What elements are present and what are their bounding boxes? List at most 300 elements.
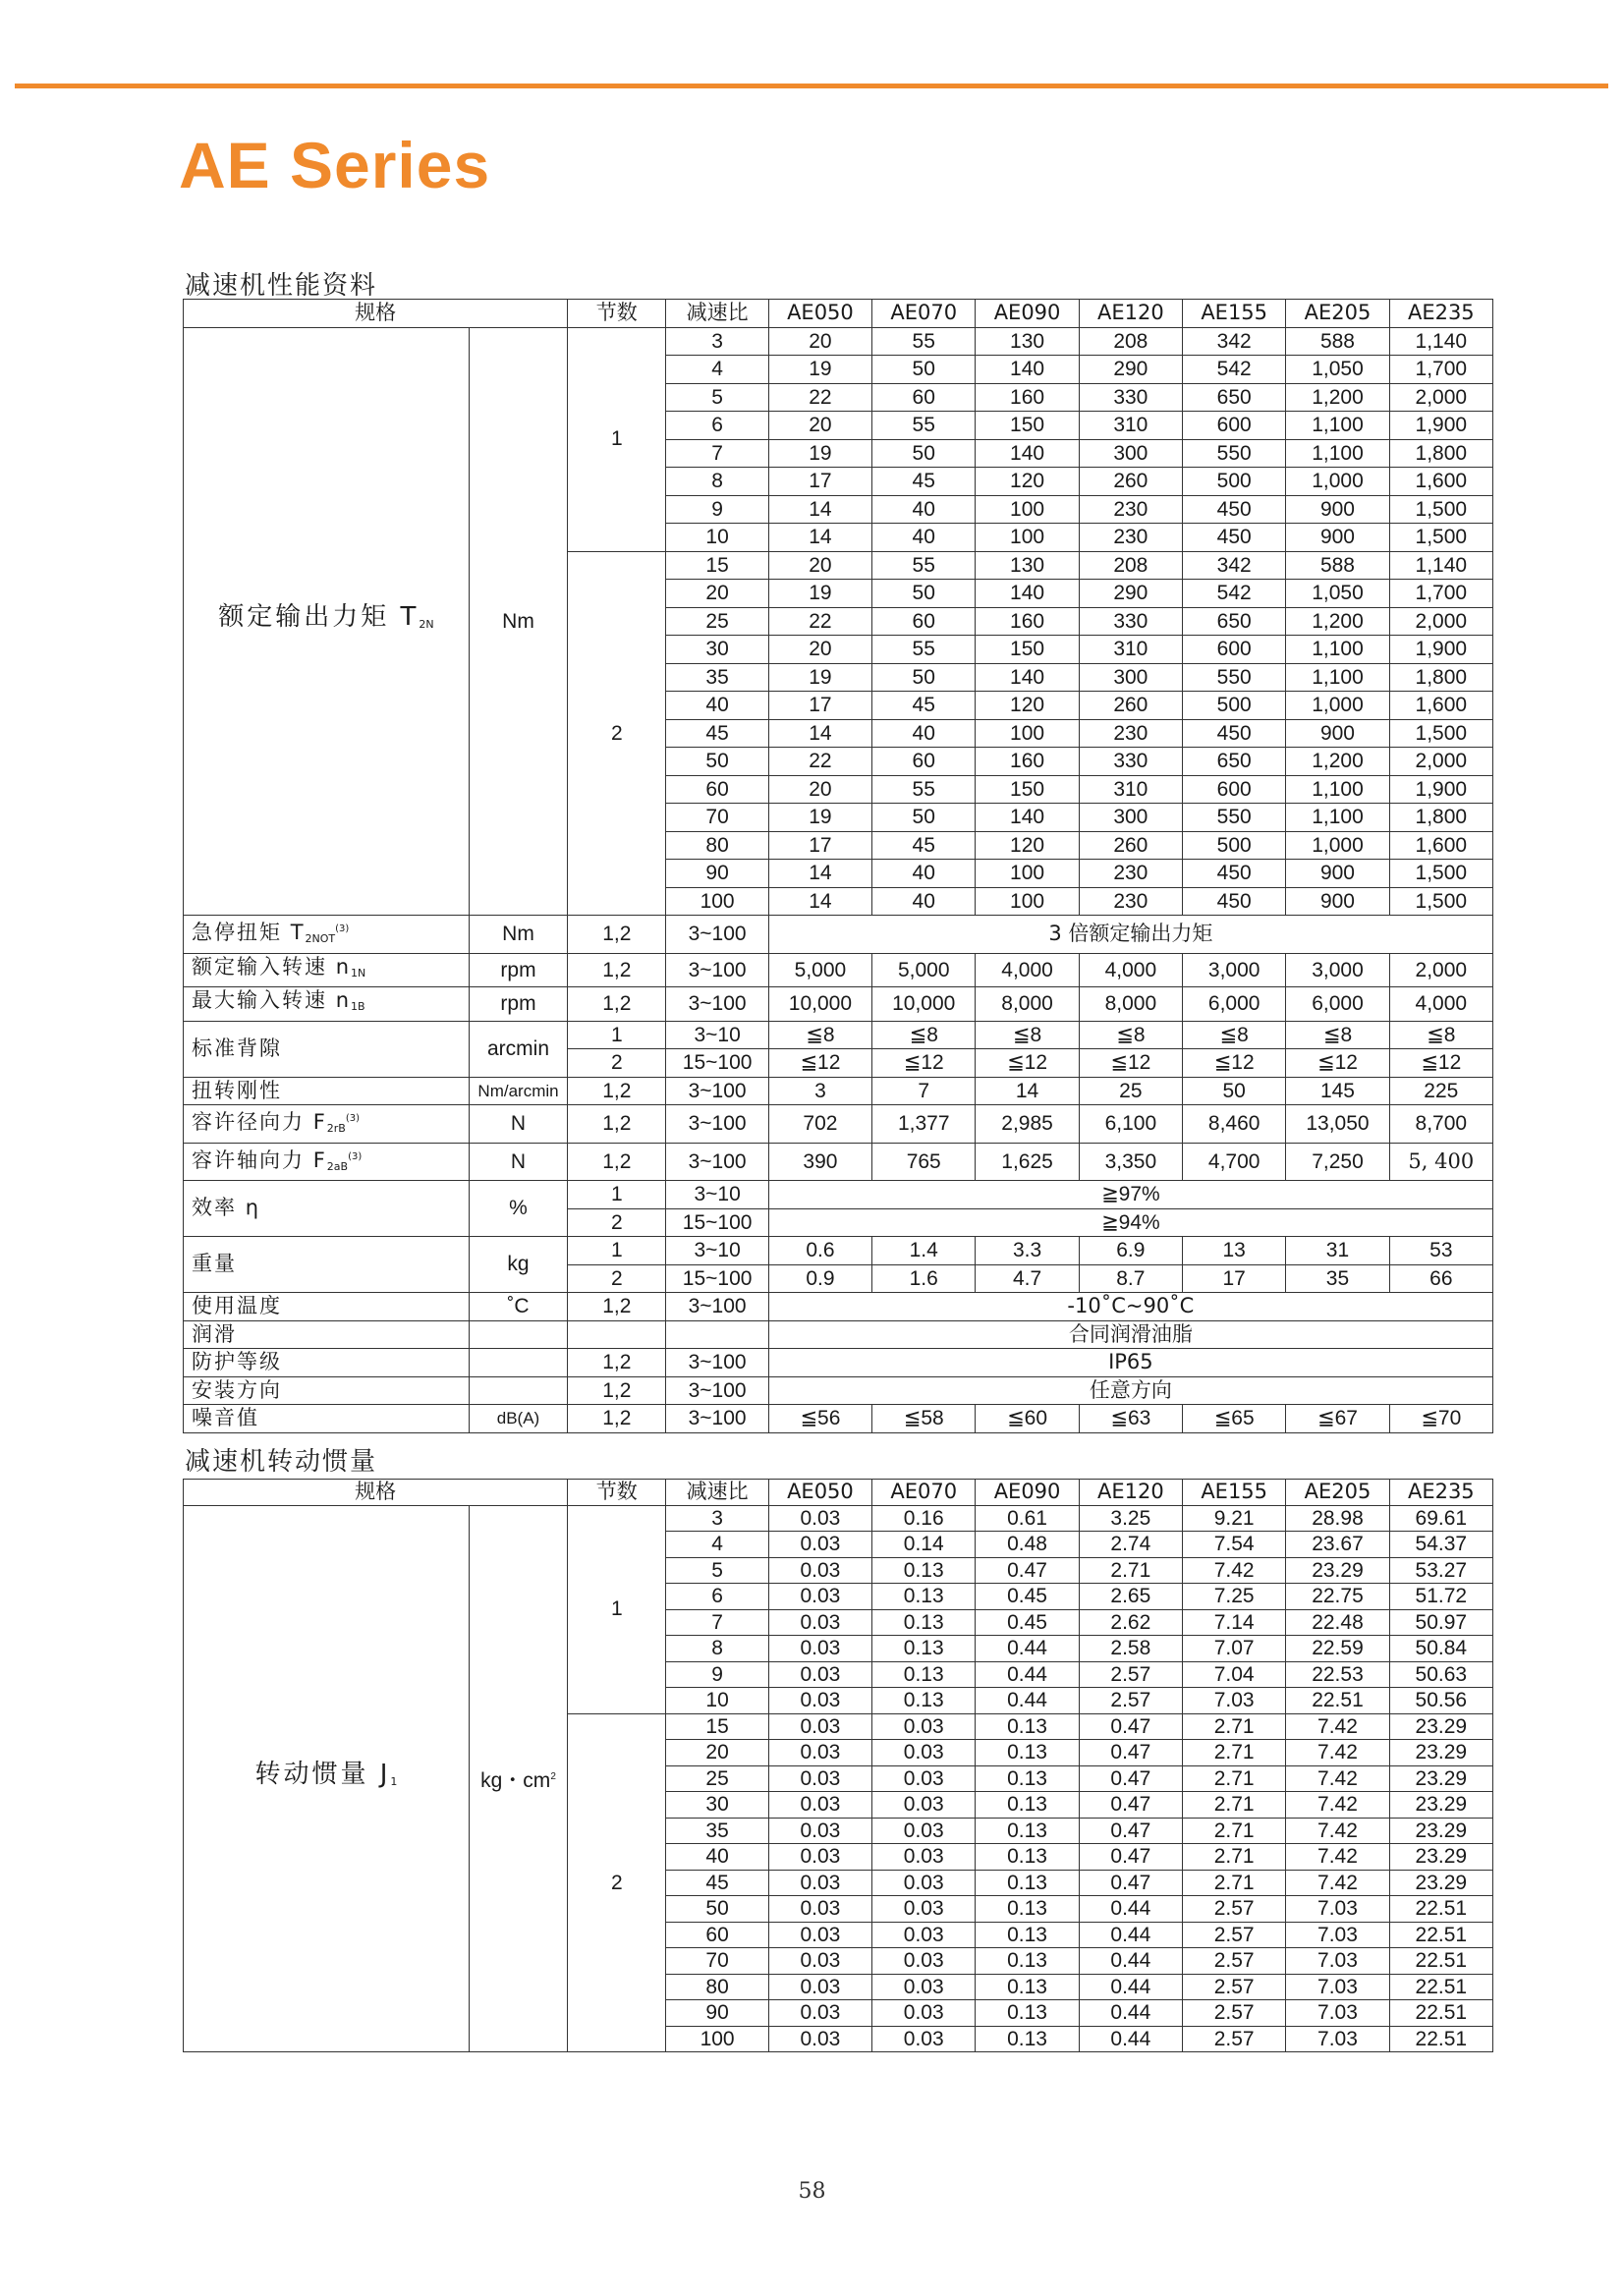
superscript-text: 2 (550, 1770, 556, 1782)
value-cell: 8,460 (1183, 1105, 1286, 1144)
row-label: 安装方向 (192, 1377, 282, 1402)
value-cell: 588 (1286, 327, 1389, 356)
value-cell: 22.51 (1389, 1922, 1492, 1948)
stage-cell: 1,2 (568, 1143, 666, 1181)
ratio-cell: 15~100 (666, 1264, 768, 1293)
value-cell: 1,140 (1389, 327, 1492, 356)
ratio-cell: 60 (666, 775, 768, 804)
performance-table (183, 299, 1493, 1433)
value-cell: 0.03 (872, 1974, 976, 2000)
ratio-cell: 8 (666, 1636, 768, 1662)
value-cell: 45 (872, 831, 976, 860)
row-label-cell (184, 916, 470, 954)
value-cell: 550 (1183, 439, 1286, 468)
value-cell: 9.21 (1183, 1505, 1286, 1532)
value-cell: 2.57 (1183, 1974, 1286, 2000)
value-cell: 0.13 (976, 1818, 1079, 1844)
value-cell: 100 (976, 495, 1079, 524)
value-cell: 20 (768, 412, 871, 440)
ratio-cell: 4 (666, 1532, 768, 1558)
value-cell: 0.03 (872, 1740, 976, 1766)
ratio-cell: 8 (666, 468, 768, 496)
header-ae155: AE155 (1183, 300, 1286, 328)
header-ae205: AE205 (1286, 1480, 1389, 1506)
value-cell: 0.47 (1079, 1713, 1182, 1740)
ratio-cell: 6 (666, 412, 768, 440)
value-cell: 342 (1183, 327, 1286, 356)
value-cell: 14 (768, 860, 871, 888)
ratio-cell: 45 (666, 719, 768, 748)
value-cell: 22.75 (1286, 1584, 1389, 1610)
subscript-text: 1B (351, 1000, 365, 1013)
value-cell: 900 (1286, 524, 1389, 552)
value-cell: 0.44 (1079, 2000, 1182, 2027)
value-cell: 0.61 (976, 1505, 1079, 1532)
value-cell: 7.07 (1183, 1636, 1286, 1662)
value-cell: 0.13 (976, 1713, 1079, 1740)
value-cell: 1,500 (1389, 860, 1492, 888)
superscript-text: (3) (335, 924, 350, 934)
merged-value-cell: ≧94% (768, 1208, 1492, 1237)
merged-value-cell: ≧97% (768, 1181, 1492, 1209)
value-cell: 0.03 (872, 2026, 976, 2052)
value-cell: 0.03 (768, 1609, 871, 1636)
value-cell: 2.71 (1183, 1740, 1286, 1766)
value-cell: 0.03 (768, 1818, 871, 1844)
value-cell: 55 (872, 412, 976, 440)
value-cell: 120 (976, 692, 1079, 720)
header-spec: 规格 (184, 1480, 568, 1506)
stage-cell: 1 (568, 327, 666, 551)
value-cell: ≦12 (768, 1049, 871, 1078)
value-cell: 50 (872, 439, 976, 468)
value-cell: 8.7 (1079, 1264, 1182, 1293)
value-cell: 0.45 (976, 1609, 1079, 1636)
ratio-cell: 15 (666, 1713, 768, 1740)
value-cell: 17 (768, 468, 871, 496)
value-cell: 0.47 (1079, 1740, 1182, 1766)
value-cell: 45 (872, 692, 976, 720)
ratio-cell: 7 (666, 1609, 768, 1636)
value-cell: 5,000 (768, 953, 871, 987)
value-cell: 20 (768, 551, 871, 580)
value-cell: 3.25 (1079, 1505, 1182, 1532)
value-cell: 0.47 (1079, 1870, 1182, 1896)
value-cell: 20 (768, 636, 871, 664)
merged-value-cell: 任意方向 (768, 1376, 1492, 1405)
header-ratio: 减速比 (666, 1480, 768, 1506)
unit-text: kg・cm (480, 1768, 551, 1792)
value-cell: 0.03 (768, 1948, 871, 1975)
value-cell: 310 (1079, 636, 1182, 664)
value-cell: 7.42 (1286, 1713, 1389, 1740)
ratio-cell: 4 (666, 356, 768, 384)
value-cell: 3,350 (1079, 1143, 1182, 1181)
value-cell: 1,100 (1286, 775, 1389, 804)
value-cell: 600 (1183, 412, 1286, 440)
value-cell: 542 (1183, 356, 1286, 384)
stage-cell: 1,2 (568, 1349, 666, 1377)
value-cell: 260 (1079, 831, 1182, 860)
ratio-cell: 20 (666, 1740, 768, 1766)
value-cell: 208 (1079, 327, 1182, 356)
torque-label: 额定输出力矩 (218, 602, 390, 632)
stage-cell: 1,2 (568, 1077, 666, 1105)
value-cell: 22 (768, 748, 871, 776)
value-cell: 2.57 (1183, 2000, 1286, 2027)
unit-cell: arcmin (469, 1021, 567, 1077)
ratio-cell: 50 (666, 1896, 768, 1923)
value-cell: 0.16 (872, 1505, 976, 1532)
ratio-cell: 3~100 (666, 1105, 768, 1144)
value-cell: 22 (768, 607, 871, 636)
row-label: 容许径向力 (192, 1110, 305, 1134)
value-cell: 290 (1079, 356, 1182, 384)
ratio-cell: 6 (666, 1584, 768, 1610)
value-cell: 0.47 (1079, 1818, 1182, 1844)
ratio-cell: 100 (666, 2026, 768, 2052)
value-cell: 0.44 (976, 1636, 1079, 1662)
value-cell: 0.13 (976, 1896, 1079, 1923)
value-cell: 0.47 (1079, 1844, 1182, 1871)
value-cell: 230 (1079, 524, 1182, 552)
value-cell: 450 (1183, 860, 1286, 888)
inertia-label: 转动惯量 (254, 1760, 369, 1789)
value-cell: 0.44 (976, 1661, 1079, 1688)
header-ae205: AE205 (1286, 300, 1389, 328)
value-cell: 140 (976, 439, 1079, 468)
value-cell: 8,700 (1389, 1105, 1492, 1144)
row-label: 润滑 (192, 1321, 237, 1346)
header-ae235: AE235 (1389, 300, 1492, 328)
ratio-cell: 9 (666, 495, 768, 524)
ratio-cell: 40 (666, 692, 768, 720)
value-cell: 14 (976, 1077, 1079, 1105)
value-cell: 0.13 (976, 1844, 1079, 1871)
value-cell: 600 (1183, 636, 1286, 664)
unit-cell: dB(A) (469, 1405, 567, 1433)
value-cell: 0.03 (768, 1844, 871, 1871)
value-cell: 4,000 (1389, 987, 1492, 1022)
value-cell: 2.71 (1183, 1713, 1286, 1740)
value-cell: 160 (976, 607, 1079, 636)
header-rule (15, 84, 1608, 88)
value-cell: 0.47 (976, 1557, 1079, 1584)
value-cell: 150 (976, 775, 1079, 804)
value-cell: 1,100 (1286, 439, 1389, 468)
value-cell: 50.63 (1389, 1661, 1492, 1688)
symbol-text: F (312, 1110, 327, 1134)
value-cell: 45 (872, 468, 976, 496)
value-cell: 1,600 (1389, 692, 1492, 720)
value-cell: 140 (976, 804, 1079, 832)
ratio-cell: 35 (666, 1818, 768, 1844)
value-cell: 1,050 (1286, 356, 1389, 384)
ratio-cell: 80 (666, 1974, 768, 2000)
value-cell: 100 (976, 524, 1079, 552)
subscript-text: 2rB (326, 1122, 346, 1135)
value-cell: 450 (1183, 887, 1286, 916)
value-cell: 650 (1183, 607, 1286, 636)
stage-cell: 1 (568, 1505, 666, 1713)
value-cell: 22.59 (1286, 1636, 1389, 1662)
stage-cell: 1,2 (568, 1376, 666, 1405)
header-ae235: AE235 (1389, 1480, 1492, 1506)
value-cell: 4.7 (976, 1264, 1079, 1293)
header-ae050: AE050 (768, 300, 871, 328)
value-cell: ≦8 (1286, 1021, 1389, 1049)
value-cell: 1,377 (872, 1105, 976, 1144)
ratio-cell: 7 (666, 439, 768, 468)
value-cell: 1,500 (1389, 887, 1492, 916)
value-cell: 50 (872, 356, 976, 384)
symbol-text: T (290, 921, 306, 944)
value-cell: 650 (1183, 383, 1286, 412)
ratio-cell: 50 (666, 748, 768, 776)
stage-cell: 1,2 (568, 1293, 666, 1321)
value-cell: 100 (976, 860, 1079, 888)
ratio-cell (666, 1320, 768, 1349)
inertia-row (184, 1505, 1493, 1532)
ratio-cell: 70 (666, 1948, 768, 1975)
ratio-cell: 3~100 (666, 1143, 768, 1181)
value-cell: ≦70 (1389, 1405, 1492, 1433)
value-cell: 0.47 (1079, 1792, 1182, 1819)
value-cell: 7.42 (1286, 1740, 1389, 1766)
value-cell: 300 (1079, 804, 1182, 832)
value-cell: 0.13 (872, 1688, 976, 1714)
value-cell: 100 (976, 887, 1079, 916)
value-cell: 0.45 (976, 1584, 1079, 1610)
value-cell: 60 (872, 748, 976, 776)
value-cell: 160 (976, 748, 1079, 776)
stage-cell: 1 (568, 1021, 666, 1049)
value-cell: 50 (872, 663, 976, 692)
max_speed-row (184, 987, 1493, 1022)
ratio-cell: 35 (666, 663, 768, 692)
ratio-cell: 25 (666, 607, 768, 636)
value-cell: 50 (1183, 1077, 1286, 1105)
ratio-cell: 3~100 (666, 1077, 768, 1105)
unit-cell: N (469, 1105, 567, 1144)
value-cell: 0.13 (976, 2000, 1079, 2027)
row-label: 防护等级 (192, 1350, 282, 1373)
value-cell: 6.9 (1079, 1237, 1182, 1265)
value-cell: ≦8 (1183, 1021, 1286, 1049)
header-ae090: AE090 (976, 1480, 1079, 1506)
ratio-cell: 40 (666, 1844, 768, 1871)
value-cell: 230 (1079, 860, 1182, 888)
value-cell: 23.29 (1389, 1740, 1492, 1766)
value-cell: 0.6 (768, 1237, 871, 1265)
value-cell: 120 (976, 831, 1079, 860)
value-cell: 500 (1183, 831, 1286, 860)
value-cell: 50.56 (1389, 1688, 1492, 1714)
value-cell: 19 (768, 804, 871, 832)
value-cell: 40 (872, 495, 976, 524)
merged-value-cell: IP65 (768, 1349, 1492, 1377)
value-cell: 0.03 (768, 1636, 871, 1662)
value-cell: 0.44 (976, 1688, 1079, 1714)
value-cell: 550 (1183, 804, 1286, 832)
stage-cell: 1,2 (568, 916, 666, 954)
inertia-table (183, 1479, 1493, 2052)
value-cell: 0.13 (976, 1740, 1079, 1766)
rated_speed-row (184, 953, 1493, 987)
value-cell: 2.65 (1079, 1584, 1182, 1610)
value-cell: 35 (1286, 1264, 1389, 1293)
stage-cell: 1,2 (568, 987, 666, 1022)
value-cell: 300 (1079, 439, 1182, 468)
ratio-cell: 3 (666, 1505, 768, 1532)
unit-cell: rpm (469, 953, 567, 987)
value-cell: 6,000 (1183, 987, 1286, 1022)
superscript-text: (3) (348, 1150, 363, 1162)
value-cell: 150 (976, 636, 1079, 664)
value-cell: 0.13 (976, 1792, 1079, 1819)
ratio-cell: 15~100 (666, 1208, 768, 1237)
row-label-cell (184, 1320, 470, 1349)
value-cell: 0.13 (872, 1636, 976, 1662)
ratio-cell: 3~100 (666, 1376, 768, 1405)
performance-header-row (184, 300, 1493, 328)
value-cell: 310 (1079, 775, 1182, 804)
value-cell: 1,800 (1389, 663, 1492, 692)
value-cell: 23.29 (1389, 1713, 1492, 1740)
value-cell: 2.57 (1183, 1896, 1286, 1923)
header-ae155: AE155 (1183, 1480, 1286, 1506)
torque-unit-cell: Nm (469, 327, 567, 916)
value-cell: 0.03 (768, 1532, 871, 1558)
value-cell: 7.03 (1286, 1948, 1389, 1975)
value-cell: 22.51 (1389, 1896, 1492, 1923)
header-ratio: 减速比 (666, 300, 768, 328)
value-cell: 2,000 (1389, 607, 1492, 636)
value-cell: 2,000 (1389, 383, 1492, 412)
value-cell: 0.03 (872, 1896, 976, 1923)
ratio-cell: 5 (666, 1557, 768, 1584)
inertia-table-body (184, 1505, 1493, 2052)
stage-cell: 2 (568, 1264, 666, 1293)
value-cell: 290 (1079, 580, 1182, 608)
row-label-cell (184, 1293, 470, 1321)
value-cell: 2.57 (1183, 2026, 1286, 2052)
value-cell: 5, 400 (1389, 1143, 1492, 1181)
ratio-cell: 100 (666, 887, 768, 916)
value-cell: 1.4 (872, 1237, 976, 1265)
mounting-row (184, 1376, 1493, 1405)
value-cell: 0.03 (872, 1922, 976, 1948)
value-cell: 650 (1183, 748, 1286, 776)
value-cell: 130 (976, 327, 1079, 356)
value-cell: 450 (1183, 719, 1286, 748)
unit-cell: % (469, 1181, 567, 1237)
value-cell: 390 (768, 1143, 871, 1181)
axial-row (184, 1143, 1493, 1181)
unit-cell (469, 1376, 567, 1405)
stage-cell: 1,2 (568, 953, 666, 987)
value-cell: 0.03 (768, 1792, 871, 1819)
value-cell: 330 (1079, 607, 1182, 636)
ratio-cell: 3 (666, 327, 768, 356)
value-cell: 13,050 (1286, 1105, 1389, 1144)
value-cell: 60 (872, 607, 976, 636)
lubrication-row (184, 1320, 1493, 1349)
value-cell: ≦8 (1389, 1021, 1492, 1049)
unit-cell: Nm (469, 916, 567, 954)
value-cell: 0.03 (768, 1740, 871, 1766)
value-cell: 4,000 (1079, 953, 1182, 987)
row-label: 额定输入转速 (192, 954, 327, 979)
value-cell: 22.51 (1389, 1948, 1492, 1975)
value-cell: 7.03 (1286, 2000, 1389, 2027)
value-cell: 0.03 (768, 1974, 871, 2000)
value-cell: 0.48 (976, 1532, 1079, 1558)
value-cell: 2.58 (1079, 1636, 1182, 1662)
row-label: 扭转刚性 (192, 1078, 282, 1102)
ratio-cell: 60 (666, 1922, 768, 1948)
value-cell: 22.51 (1389, 2000, 1492, 2027)
value-cell: 0.03 (768, 1661, 871, 1688)
weight-row (184, 1237, 1493, 1265)
inertia-section-title: 减速机转动惯量 (185, 1447, 378, 1477)
unit-cell: N (469, 1143, 567, 1181)
value-cell: 1,800 (1389, 439, 1492, 468)
ratio-cell: 90 (666, 860, 768, 888)
value-cell: 100 (976, 719, 1079, 748)
value-cell: 7.03 (1286, 2026, 1389, 2052)
value-cell: 1,900 (1389, 636, 1492, 664)
ratio-cell: 3~100 (666, 953, 768, 987)
stage-cell: 2 (568, 1049, 666, 1078)
stage-cell: 1,2 (568, 1105, 666, 1144)
value-cell: 10,000 (768, 987, 871, 1022)
value-cell: 0.13 (872, 1557, 976, 1584)
value-cell: 120 (976, 468, 1079, 496)
unit-cell (469, 1349, 567, 1377)
value-cell: 22.51 (1389, 2026, 1492, 2052)
backlash-row (184, 1021, 1493, 1049)
symbol-text: J (379, 1760, 391, 1789)
value-cell: ≦12 (976, 1049, 1079, 1078)
value-cell: 50 (872, 804, 976, 832)
symbol-text: T (400, 602, 420, 632)
value-cell: 25 (1079, 1077, 1182, 1105)
merged-value-cell: 3 倍额定输出力矩 (768, 916, 1492, 954)
value-cell: ≦12 (1079, 1049, 1182, 1078)
header-ae050: AE050 (768, 1480, 871, 1506)
value-cell: 1,000 (1286, 831, 1389, 860)
value-cell: 7.03 (1286, 1896, 1389, 1923)
subscript-text: 2aB (326, 1159, 349, 1173)
subscript-text: 1 (390, 1775, 398, 1788)
value-cell: 1,700 (1389, 580, 1492, 608)
rigidity-row (184, 1077, 1493, 1105)
row-label-cell (184, 1143, 470, 1181)
value-cell: 342 (1183, 551, 1286, 580)
stage-cell: 2 (568, 1208, 666, 1237)
estop-row (184, 916, 1493, 954)
stage-cell: 2 (568, 551, 666, 916)
value-cell: 0.03 (872, 1792, 976, 1819)
row-label-cell (184, 1376, 470, 1405)
row-label-cell (184, 987, 470, 1022)
value-cell: 1.6 (872, 1264, 976, 1293)
value-cell: ≦8 (976, 1021, 1079, 1049)
value-cell: 300 (1079, 663, 1182, 692)
value-cell: 2.57 (1183, 1948, 1286, 1975)
value-cell: 19 (768, 356, 871, 384)
